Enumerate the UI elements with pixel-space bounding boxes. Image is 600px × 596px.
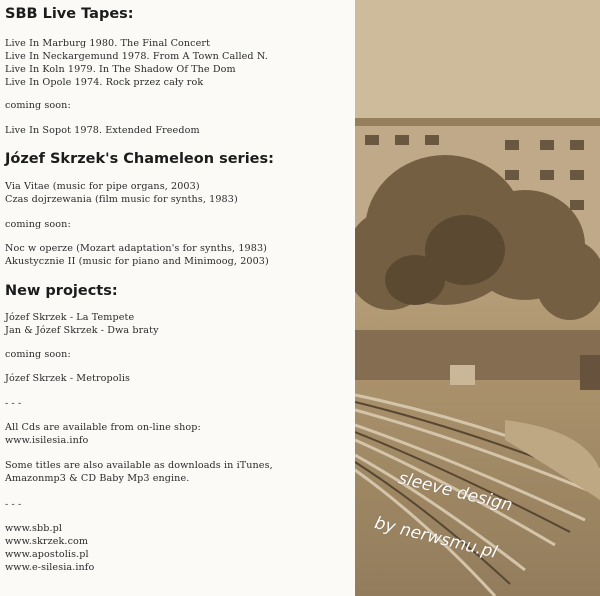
coming-soon-item: Józef Skrzek - Metropolis [5,373,131,384]
amphitheatre-photo [355,0,600,596]
separator: - - - [5,499,22,510]
live-tape-item: Live In Opole 1974. Rock przez cały rok [5,77,204,88]
live-tapes-heading: SBB Live Tapes: [5,6,134,22]
sleeve-design-credit: sleeve design [396,468,515,516]
live-tape-item: Live In Neckargemund 1978. From A Town Called N. [5,51,268,62]
new-project-item: Jan & Józef Skrzek - Dwa braty [5,325,159,336]
downloads-text: Amazonmp3 & CD Baby Mp3 engine. [5,473,190,484]
coming-soon-label: coming soon: [5,100,71,111]
chameleon-item: Via Vitae (music for pipe organs, 2003) [5,181,200,192]
website-link[interactable]: www.apostolis.pl [5,549,89,560]
live-tape-item: Live In Marburg 1980. The Final Concert [5,38,211,49]
coming-soon-item: Akustycznie II (music for piano and Minimoog, 2003) [5,256,269,267]
coming-soon-item: Live In Sopot 1978. Extended Freedom [5,125,200,136]
coming-soon-label: coming soon: [5,349,71,360]
shop-text: All Cds are available from on-line shop: [5,422,201,433]
website-link[interactable]: www.skrzek.com [5,536,89,547]
chameleon-heading: Józef Skrzek's Chameleon series: [5,151,274,167]
live-tape-item: Live In Koln 1979. In The Shadow Of The Dom [5,64,236,75]
website-link[interactable]: www.e-silesia.info [5,562,95,573]
chameleon-item: Czas dojrzewania (film music for synths, 1983) [5,194,238,205]
downloads-text: Some titles are also available as downloads in iTunes, [5,460,273,471]
new-project-item: Józef Skrzek - La Tempete [5,312,135,323]
designer-credit: by nerwsmu.pl [372,513,500,563]
separator: - - - [5,398,22,409]
website-link[interactable]: www.sbb.pl [5,523,63,534]
coming-soon-item: Noc w operze (Mozart adaptation's for synths, 1983) [5,243,268,254]
new-projects-heading: New projects: [5,283,118,299]
shop-link[interactable]: www.isilesia.info [5,435,89,446]
coming-soon-label: coming soon: [5,219,71,230]
